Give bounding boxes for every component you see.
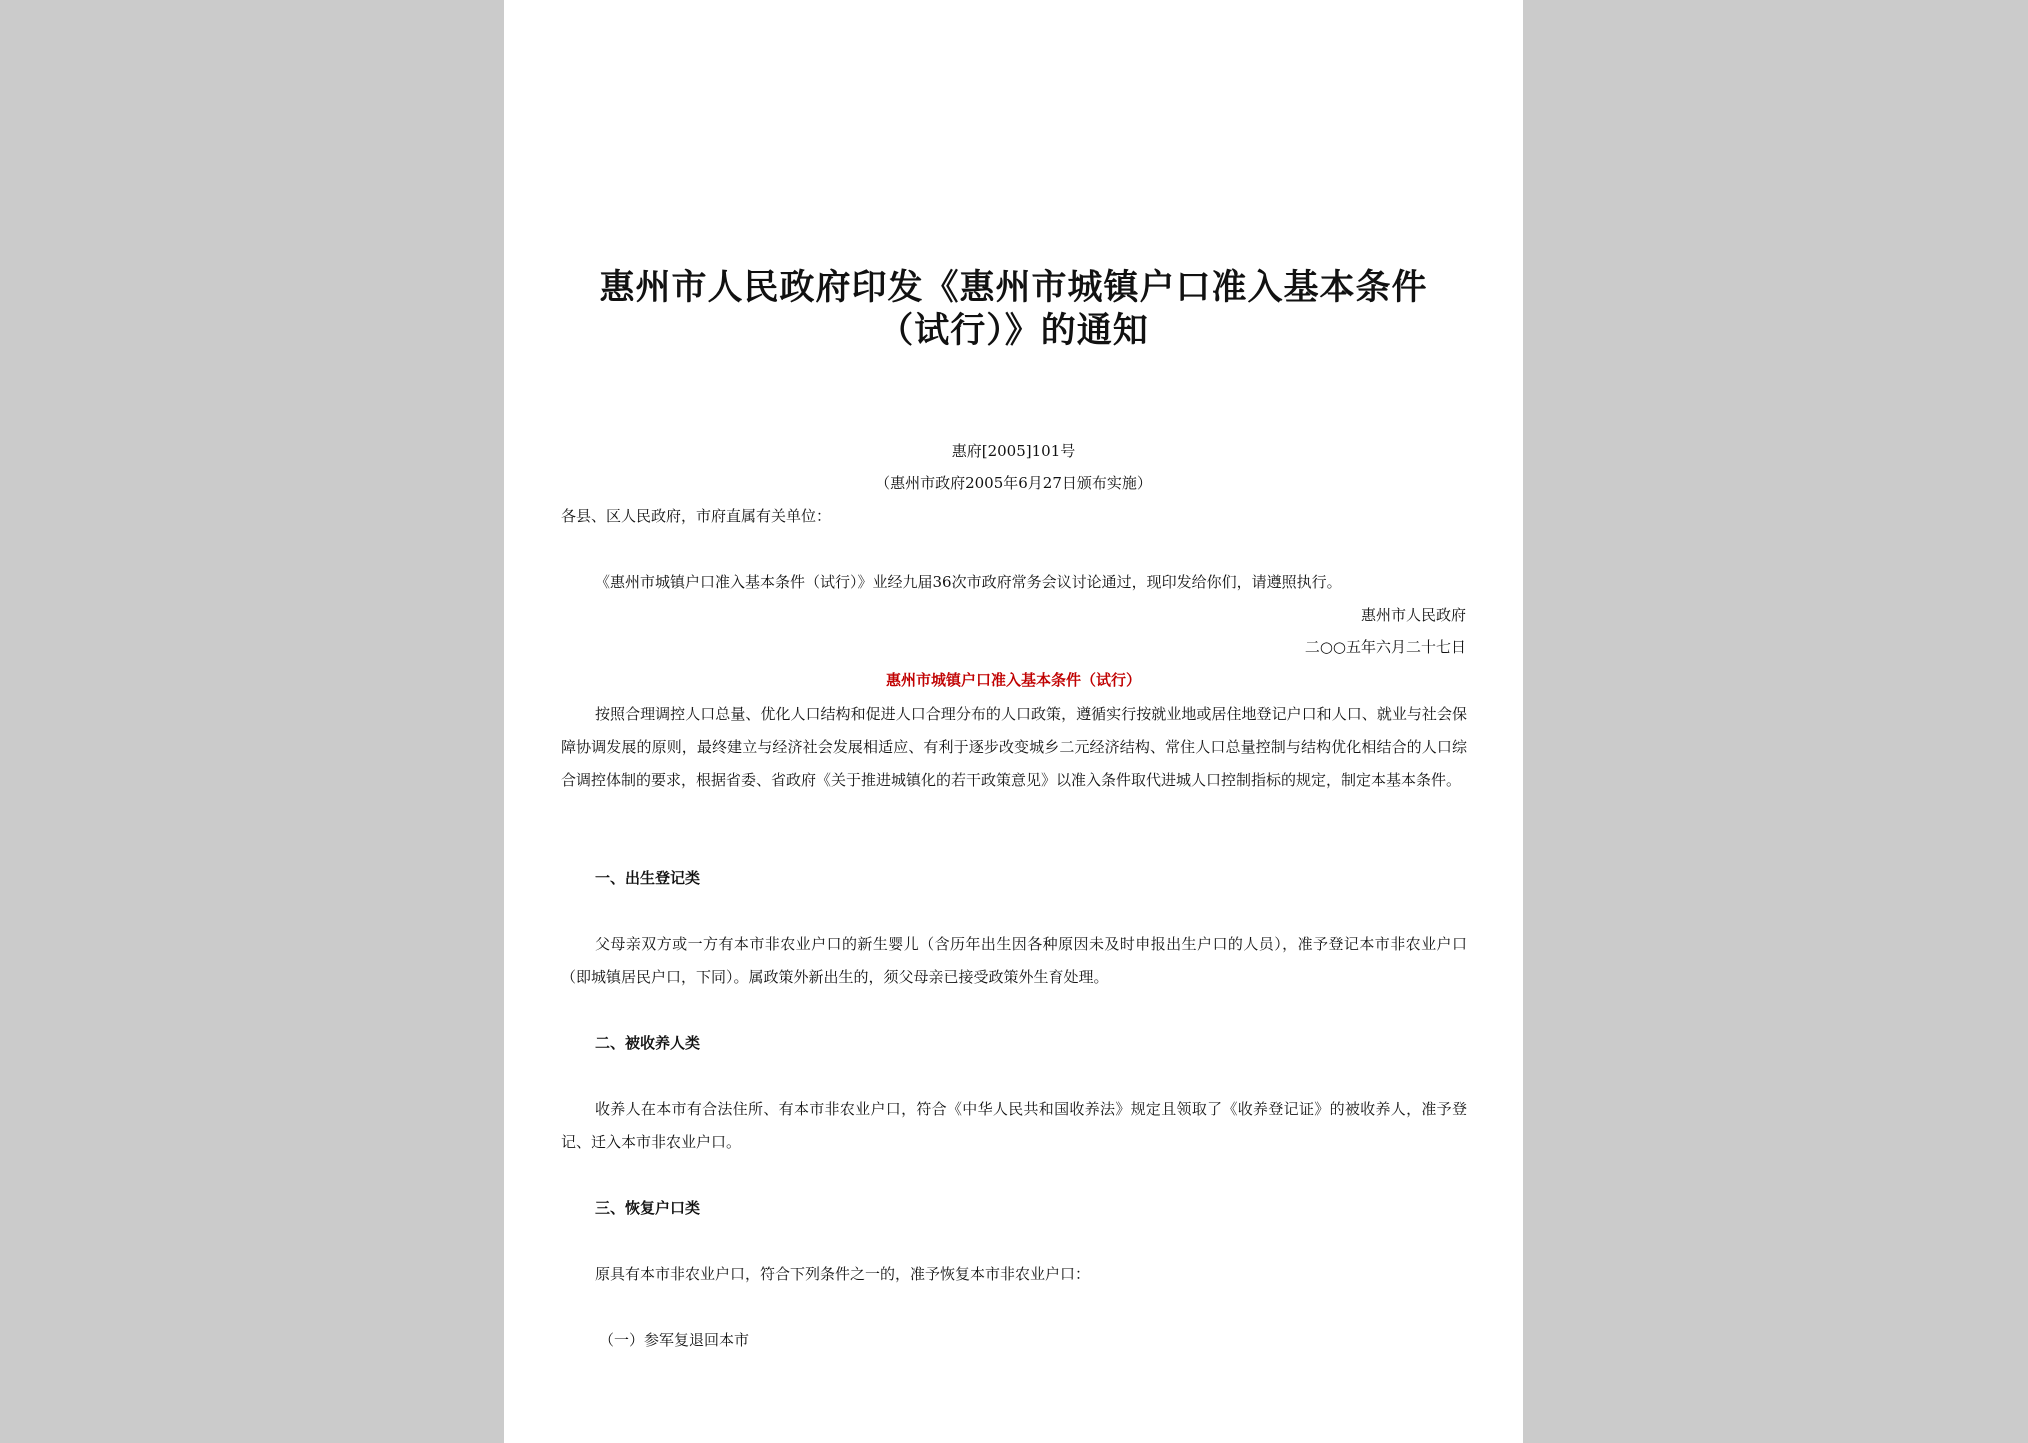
section-2-heading: 二、被收养人类 — [595, 1034, 701, 1052]
addressee: 各县、区人民政府，市府直属有关单位： — [561, 507, 832, 525]
section-3-body: 原具有本市非农业户口，符合下列条件之一的，准予恢复本市非农业户口： — [595, 1265, 1091, 1283]
document-page — [504, 0, 1523, 1443]
attachment-title: 惠州市城镇户口准入基本条件（试行） — [885, 671, 1141, 689]
section-1-heading: 一、出生登记类 — [595, 869, 701, 887]
document-number: 惠府[2005]101号 — [951, 442, 1076, 460]
issue-note: （惠州市政府2005年6月27日颁布实施） — [875, 474, 1152, 492]
intro-paragraph: 《惠州市城镇户口准入基本条件（试行）》业经九届36次市政府常务会议讨论通过，现印发给你们，请遵照执行。 — [595, 573, 1342, 591]
signature: 惠州市人民政府 — [1360, 606, 1466, 624]
preamble-paragraph: 按照合理调控人口总量、优化人口结构和促进人口合理分布的人口政策，遵循实行按就业地或居住地登记户口和人口、就业与社会保障协调发展的原则，最终建立与经济社会发展相适应、有利于逐步改变城乡二元经济结构、常住人口总量控制与结构优化相结合的人口综合调控体制的要求，根据省委、省政府《关于推进城镇化的若干政策意见》以准入条件取代进城人口控制指标的规定，制定本基本条件。 — [561, 705, 1467, 789]
document-title-line-1: 惠州市人民政府印发《惠州市城镇户口准入基本条件 — [599, 267, 1428, 308]
document-title-line-2: （试行）》的通知 — [878, 310, 1149, 351]
section-1-body: 父母亲双方或一方有本市非农业户口的新生婴儿（含历年出生因各种原因未及时申报出生户口的人员），准予登记本市非农业户口（即城镇居民户口，下同）。属政策外新出生的，须父母亲已接受政策外生育处理。 — [561, 935, 1467, 986]
section-3-heading: 三、恢复户口类 — [595, 1199, 701, 1217]
section-3-item-1: （一）参军复退回本市 — [599, 1331, 750, 1349]
signature-date: 二○○五年六月二十七日 — [1304, 638, 1466, 656]
section-2-body: 收养人在本市有合法住所、有本市非农业户口，符合《中华人民共和国收养法》规定且领取了《收养登记证》的被收养人，准予登记、迁入本市非农业户口。 — [561, 1100, 1467, 1151]
